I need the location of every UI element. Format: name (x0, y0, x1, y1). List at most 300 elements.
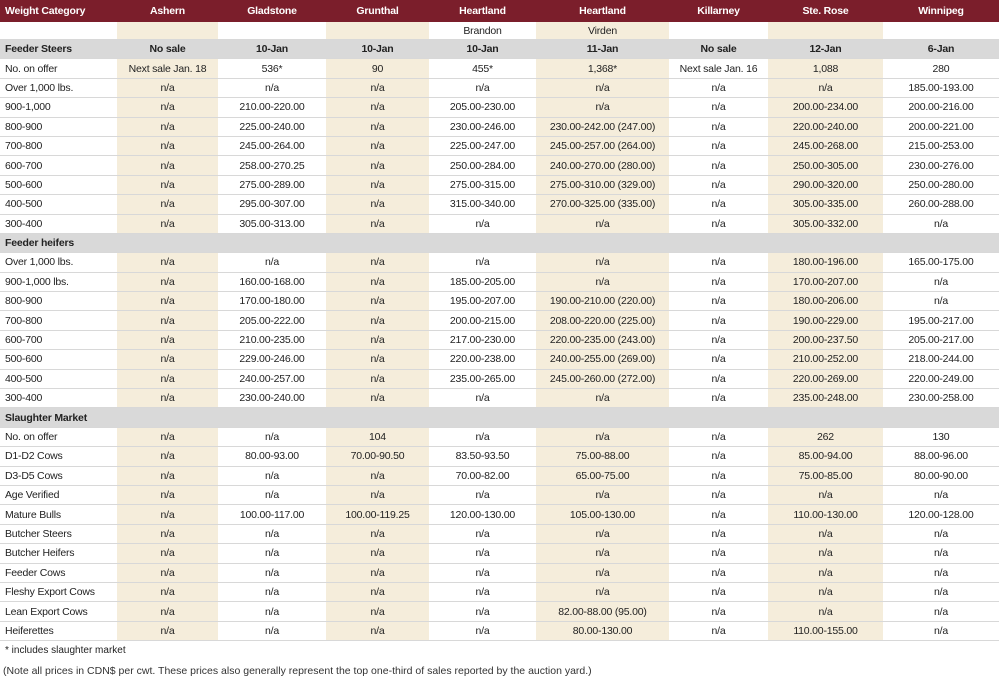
price-cell: n/a (536, 485, 669, 504)
section-header-cell (768, 233, 883, 252)
section-header-cell: 11-Jan (536, 40, 669, 59)
price-cell: n/a (326, 389, 429, 408)
column-subheader-5: Virden (536, 22, 669, 40)
section-header-cell: 6-Jan (883, 40, 999, 59)
price-cell: n/a (883, 214, 999, 233)
price-cell: n/a (326, 136, 429, 155)
price-cell: 210.00-220.00 (218, 98, 326, 117)
price-cell: 104 (326, 427, 429, 446)
price-cell: 290.00-320.00 (768, 175, 883, 194)
column-subheader-8 (883, 22, 999, 40)
price-cell: n/a (669, 582, 768, 601)
table-row (0, 98, 999, 117)
price-cell: n/a (669, 485, 768, 504)
price-cell: n/a (326, 311, 429, 330)
price-cell: 180.00-206.00 (768, 292, 883, 311)
row-label: 600-700 (0, 156, 117, 175)
price-cell: n/a (429, 389, 536, 408)
price-cell: n/a (326, 602, 429, 621)
price-cell: n/a (536, 524, 669, 543)
price-cell: Next sale Jan. 18 (117, 59, 218, 78)
price-cell: n/a (326, 330, 429, 349)
price-cell: 220.00-249.00 (883, 369, 999, 388)
price-cell: n/a (669, 563, 768, 582)
table-row (0, 447, 999, 466)
section-header-cell: No sale (117, 40, 218, 59)
price-cell: n/a (669, 311, 768, 330)
price-cell: n/a (429, 214, 536, 233)
price-cell: n/a (883, 621, 999, 640)
section-header-cell (768, 408, 883, 427)
price-cell: 75.00-88.00 (536, 447, 669, 466)
section-header-cell: 10-Jan (218, 40, 326, 59)
row-label: 400-500 (0, 369, 117, 388)
section-header-cell: 10-Jan (429, 40, 536, 59)
table-row (0, 311, 999, 330)
section-header-cell: 10-Jan (326, 40, 429, 59)
price-cell: n/a (117, 505, 218, 524)
price-cell: 275.00-310.00 (329.00) (536, 175, 669, 194)
price-cell: n/a (883, 582, 999, 601)
price-cell: n/a (768, 563, 883, 582)
price-cell: n/a (117, 485, 218, 504)
price-cell: n/a (669, 505, 768, 524)
price-cell: n/a (326, 272, 429, 291)
price-cell: 165.00-175.00 (883, 253, 999, 272)
row-label: Age Verified (0, 485, 117, 504)
section-header-cell (326, 233, 429, 252)
section-header-cell: 12-Jan (768, 40, 883, 59)
column-header-0: Weight Category (0, 0, 117, 22)
price-cell: n/a (669, 621, 768, 640)
column-subheader-0 (0, 22, 117, 40)
price-cell: n/a (429, 621, 536, 640)
section-header-cell (536, 233, 669, 252)
price-cell: 200.00-216.00 (883, 98, 999, 117)
price-cell: n/a (536, 563, 669, 582)
price-cell: 1,368* (536, 59, 669, 78)
section-header-cell (117, 233, 218, 252)
price-cell: 210.00-252.00 (768, 350, 883, 369)
column-subheader-1 (117, 22, 218, 40)
price-cell: n/a (669, 330, 768, 349)
price-cell: 200.00-237.50 (768, 330, 883, 349)
section-header-row (0, 40, 999, 59)
price-cell: n/a (117, 563, 218, 582)
section-header-cell (429, 408, 536, 427)
price-cell: n/a (117, 544, 218, 563)
price-cell: n/a (669, 427, 768, 446)
price-cell: 120.00-128.00 (883, 505, 999, 524)
price-cell: n/a (429, 485, 536, 504)
price-cell: n/a (768, 485, 883, 504)
price-cell: n/a (669, 544, 768, 563)
price-cell: n/a (536, 544, 669, 563)
price-cell: n/a (429, 78, 536, 97)
price-cell: n/a (326, 175, 429, 194)
price-cell: n/a (218, 485, 326, 504)
price-cell: 170.00-207.00 (768, 272, 883, 291)
table-row (0, 253, 999, 272)
price-cell: 235.00-248.00 (768, 389, 883, 408)
price-cell: n/a (117, 330, 218, 349)
price-cell: 245.00-268.00 (768, 136, 883, 155)
price-cell: 220.00-235.00 (243.00) (536, 330, 669, 349)
price-cell: n/a (429, 427, 536, 446)
price-cell: 105.00-130.00 (536, 505, 669, 524)
column-header-2: Gladstone (218, 0, 326, 22)
price-cell: 80.00-90.00 (883, 466, 999, 485)
section-title: Feeder Steers (0, 40, 117, 59)
price-cell: n/a (218, 582, 326, 601)
price-cell: n/a (326, 563, 429, 582)
price-cell: n/a (768, 602, 883, 621)
price-cell: n/a (326, 350, 429, 369)
price-cell: 235.00-265.00 (429, 369, 536, 388)
column-header-4: Heartland (429, 0, 536, 22)
price-cell: 70.00-90.50 (326, 447, 429, 466)
price-cell: 260.00-288.00 (883, 195, 999, 214)
price-cell: n/a (883, 524, 999, 543)
price-cell: 230.00-240.00 (218, 389, 326, 408)
row-label: 400-500 (0, 195, 117, 214)
column-header-1: Ashern (117, 0, 218, 22)
table-row (0, 272, 999, 291)
column-header-8: Winnipeg (883, 0, 999, 22)
table-row (0, 544, 999, 563)
price-cell: n/a (536, 272, 669, 291)
section-header-cell (218, 233, 326, 252)
price-cell: 218.00-244.00 (883, 350, 999, 369)
row-label: D1-D2 Cows (0, 447, 117, 466)
price-cell: n/a (218, 466, 326, 485)
row-label: Butcher Heifers (0, 544, 117, 563)
price-cell: 280 (883, 59, 999, 78)
price-cell: 190.00-229.00 (768, 311, 883, 330)
table-row (0, 505, 999, 524)
price-cell: 200.00-221.00 (883, 117, 999, 136)
table-row (0, 485, 999, 504)
price-cell: n/a (117, 136, 218, 155)
table-row (0, 117, 999, 136)
price-cell: 120.00-130.00 (429, 505, 536, 524)
price-cell: 230.00-258.00 (883, 389, 999, 408)
price-cell: 80.00-93.00 (218, 447, 326, 466)
price-cell: n/a (669, 117, 768, 136)
price-cell: n/a (117, 602, 218, 621)
price-cell: 250.00-305.00 (768, 156, 883, 175)
price-cell: n/a (326, 621, 429, 640)
price-cell: 262 (768, 427, 883, 446)
price-cell: n/a (429, 253, 536, 272)
row-label: Fleshy Export Cows (0, 582, 117, 601)
price-cell: 240.00-257.00 (218, 369, 326, 388)
price-cell: n/a (326, 582, 429, 601)
price-cell: n/a (768, 524, 883, 543)
price-cell: n/a (326, 253, 429, 272)
price-cell: n/a (669, 175, 768, 194)
price-cell: 1,088 (768, 59, 883, 78)
price-cell: n/a (326, 156, 429, 175)
price-cell: 210.00-235.00 (218, 330, 326, 349)
price-cell: n/a (117, 195, 218, 214)
price-cell: n/a (536, 389, 669, 408)
row-label: Lean Export Cows (0, 602, 117, 621)
price-cell: 275.00-315.00 (429, 175, 536, 194)
table-row (0, 524, 999, 543)
price-cell: n/a (117, 175, 218, 194)
price-cell: 195.00-207.00 (429, 292, 536, 311)
price-cell: n/a (669, 156, 768, 175)
price-cell: 295.00-307.00 (218, 195, 326, 214)
price-cell: n/a (117, 214, 218, 233)
price-cell: 220.00-269.00 (768, 369, 883, 388)
price-cell: n/a (218, 78, 326, 97)
price-cell: n/a (669, 350, 768, 369)
price-cell: n/a (218, 602, 326, 621)
price-cell: 110.00-130.00 (768, 505, 883, 524)
column-subheader-6 (669, 22, 768, 40)
price-cell: n/a (218, 524, 326, 543)
price-cell: 240.00-255.00 (269.00) (536, 350, 669, 369)
row-label: 300-400 (0, 389, 117, 408)
price-cell: n/a (669, 466, 768, 485)
price-cell: n/a (326, 466, 429, 485)
price-cell: n/a (768, 544, 883, 563)
price-cell: n/a (218, 427, 326, 446)
price-cell: n/a (326, 214, 429, 233)
price-cell: n/a (326, 485, 429, 504)
price-cell: n/a (429, 524, 536, 543)
price-cell: 220.00-238.00 (429, 350, 536, 369)
price-cell: 80.00-130.00 (536, 621, 669, 640)
table-row (0, 466, 999, 485)
price-cell: n/a (326, 78, 429, 97)
price-cell: n/a (669, 214, 768, 233)
row-label: 600-700 (0, 330, 117, 349)
price-cell: n/a (117, 350, 218, 369)
price-cell: n/a (536, 253, 669, 272)
price-cell: 65.00-75.00 (536, 466, 669, 485)
price-cell: n/a (218, 563, 326, 582)
price-cell: n/a (669, 524, 768, 543)
price-cell: 75.00-85.00 (768, 466, 883, 485)
price-table-body (0, 40, 999, 641)
row-label: No. on offer (0, 427, 117, 446)
price-cell: n/a (117, 466, 218, 485)
price-cell: n/a (669, 136, 768, 155)
price-cell: 245.00-257.00 (264.00) (536, 136, 669, 155)
price-cell: n/a (883, 544, 999, 563)
price-cell: n/a (536, 98, 669, 117)
price-cell: 275.00-289.00 (218, 175, 326, 194)
table-row (0, 602, 999, 621)
price-cell: n/a (669, 447, 768, 466)
price-cell: n/a (536, 78, 669, 97)
table-row (0, 156, 999, 175)
price-cell: n/a (883, 602, 999, 621)
price-cell: n/a (117, 292, 218, 311)
price-cell: 305.00-332.00 (768, 214, 883, 233)
price-cell: n/a (429, 582, 536, 601)
price-cell: n/a (768, 582, 883, 601)
price-cell: 70.00-82.00 (429, 466, 536, 485)
price-cell: 215.00-253.00 (883, 136, 999, 155)
table-row (0, 78, 999, 97)
price-cell: n/a (117, 524, 218, 543)
table-row (0, 59, 999, 78)
price-cell: 250.00-284.00 (429, 156, 536, 175)
table-row (0, 621, 999, 640)
table-row (0, 175, 999, 194)
price-cell: n/a (536, 582, 669, 601)
price-cell: n/a (883, 563, 999, 582)
price-cell: 258.00-270.25 (218, 156, 326, 175)
price-cell: 100.00-117.00 (218, 505, 326, 524)
price-cell: n/a (117, 253, 218, 272)
row-label: No. on offer (0, 59, 117, 78)
row-label: 500-600 (0, 350, 117, 369)
table-row (0, 136, 999, 155)
column-subheader-7 (768, 22, 883, 40)
price-cell: n/a (536, 427, 669, 446)
section-header-cell: No sale (669, 40, 768, 59)
price-cell: 190.00-210.00 (220.00) (536, 292, 669, 311)
price-cell: n/a (218, 621, 326, 640)
price-cell: n/a (768, 78, 883, 97)
price-cell: 110.00-155.00 (768, 621, 883, 640)
row-label: Mature Bulls (0, 505, 117, 524)
price-cell: n/a (429, 563, 536, 582)
section-title: Feeder heifers (0, 233, 117, 252)
price-cell: n/a (218, 544, 326, 563)
price-cell: 208.00-220.00 (225.00) (536, 311, 669, 330)
row-label: 900-1,000 (0, 98, 117, 117)
price-cell: n/a (326, 292, 429, 311)
column-header-5: Heartland (536, 0, 669, 22)
price-cell: n/a (117, 369, 218, 388)
price-cell: 83.50-93.50 (429, 447, 536, 466)
column-subheader-4: Brandon (429, 22, 536, 40)
price-cell: n/a (326, 544, 429, 563)
price-cell: 170.00-180.00 (218, 292, 326, 311)
price-cell: 250.00-280.00 (883, 175, 999, 194)
price-cell: n/a (326, 369, 429, 388)
price-cell: n/a (883, 485, 999, 504)
row-label: Over 1,000 lbs. (0, 253, 117, 272)
price-cell: n/a (669, 389, 768, 408)
price-cell: 82.00-88.00 (95.00) (536, 602, 669, 621)
price-cell: n/a (117, 389, 218, 408)
table-row (0, 369, 999, 388)
section-header-row (0, 233, 999, 252)
section-header-cell (669, 408, 768, 427)
price-cell: 200.00-234.00 (768, 98, 883, 117)
price-cell: n/a (117, 78, 218, 97)
footnote: * includes slaughter market (5, 645, 126, 657)
price-cell: 245.00-264.00 (218, 136, 326, 155)
price-cell: n/a (117, 311, 218, 330)
price-cell: n/a (117, 621, 218, 640)
column-header-3: Grunthal (326, 0, 429, 22)
price-cell: n/a (883, 272, 999, 291)
price-cell: 225.00-240.00 (218, 117, 326, 136)
section-header-row (0, 408, 999, 427)
row-label: Heiferettes (0, 621, 117, 640)
price-cell: 305.00-313.00 (218, 214, 326, 233)
price-cell: n/a (429, 544, 536, 563)
price-cell: 195.00-217.00 (883, 311, 999, 330)
price-cell: n/a (669, 369, 768, 388)
price-cell: n/a (117, 117, 218, 136)
row-label: 700-800 (0, 311, 117, 330)
price-cell: n/a (326, 524, 429, 543)
price-cell: 205.00-222.00 (218, 311, 326, 330)
price-note: (Note all prices in CDN$ per cwt. These prices also generally represent the top one-third of sales reported by the auction yard.) (3, 665, 592, 678)
table-row (0, 389, 999, 408)
price-cell: 229.00-246.00 (218, 350, 326, 369)
price-cell: n/a (669, 272, 768, 291)
table-row (0, 292, 999, 311)
price-cell: 230.00-242.00 (247.00) (536, 117, 669, 136)
price-cell: 230.00-246.00 (429, 117, 536, 136)
price-cell: n/a (326, 117, 429, 136)
table-row (0, 214, 999, 233)
price-cell: n/a (429, 602, 536, 621)
price-cell: n/a (536, 214, 669, 233)
price-cell: n/a (669, 292, 768, 311)
price-cell: 160.00-168.00 (218, 272, 326, 291)
price-cell: n/a (117, 582, 218, 601)
row-label: D3-D5 Cows (0, 466, 117, 485)
row-label: Butcher Steers (0, 524, 117, 543)
table-row (0, 563, 999, 582)
price-cell: 205.00-217.00 (883, 330, 999, 349)
column-header-row (0, 0, 999, 22)
price-cell: n/a (117, 427, 218, 446)
section-header-cell (883, 233, 999, 252)
price-cell: 205.00-230.00 (429, 98, 536, 117)
price-cell: 217.00-230.00 (429, 330, 536, 349)
price-cell: n/a (117, 98, 218, 117)
price-cell: n/a (669, 78, 768, 97)
column-subheader-2 (218, 22, 326, 40)
price-cell: 180.00-196.00 (768, 253, 883, 272)
section-header-cell (218, 408, 326, 427)
table-row (0, 195, 999, 214)
price-cell: 245.00-260.00 (272.00) (536, 369, 669, 388)
table-row (0, 330, 999, 349)
section-header-cell (326, 408, 429, 427)
price-cell: 225.00-247.00 (429, 136, 536, 155)
column-header-6: Killarney (669, 0, 768, 22)
column-header-7: Ste. Rose (768, 0, 883, 22)
section-header-cell (669, 233, 768, 252)
price-cell: 185.00-205.00 (429, 272, 536, 291)
price-cell: n/a (669, 602, 768, 621)
price-cell: n/a (326, 195, 429, 214)
price-cell: 220.00-240.00 (768, 117, 883, 136)
price-cell: 85.00-94.00 (768, 447, 883, 466)
price-cell: n/a (117, 272, 218, 291)
row-label: 700-800 (0, 136, 117, 155)
price-cell: 305.00-335.00 (768, 195, 883, 214)
row-label: 900-1,000 lbs. (0, 272, 117, 291)
section-header-cell (883, 408, 999, 427)
row-label: 800-900 (0, 292, 117, 311)
price-cell: n/a (326, 98, 429, 117)
price-cell: 100.00-119.25 (326, 505, 429, 524)
